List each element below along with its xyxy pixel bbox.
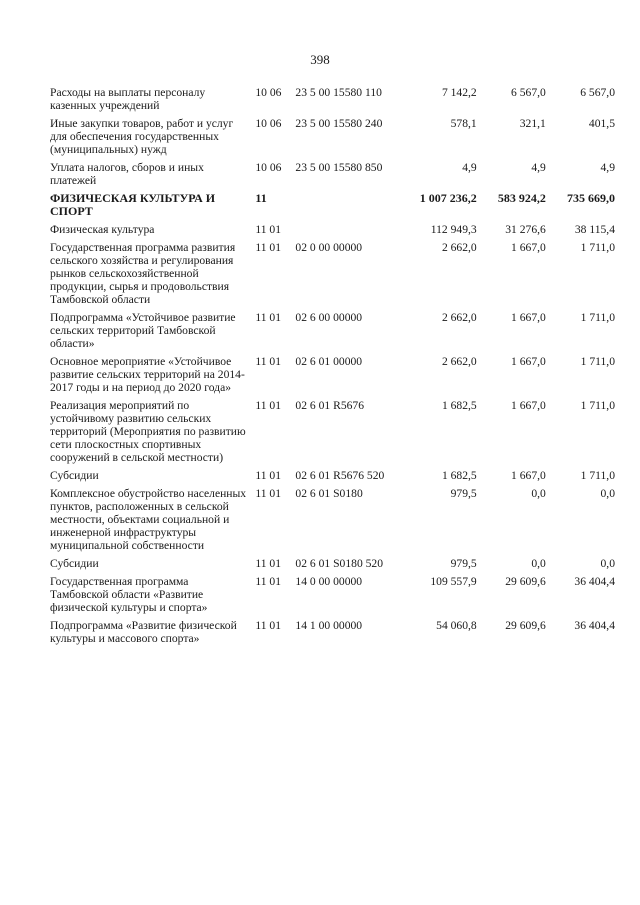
row-name: Подпрограмма «Устойчивое развитие сельских территорий Тамбовской области» — [50, 311, 236, 350]
row-value-1: 578,1 — [450, 117, 477, 130]
row-value-1: 1 007 236,2 — [419, 191, 477, 205]
row-value-2: 1 667,0 — [511, 469, 546, 482]
row-section: 11 01 — [255, 487, 282, 500]
table-row — [50, 223, 615, 241]
row-name: Субсидии — [50, 557, 99, 570]
row-section: 11 01 — [255, 469, 282, 482]
row-section: 11 01 — [255, 355, 282, 368]
row-section: 11 01 — [255, 311, 282, 324]
row-value-3: 1 711,0 — [580, 311, 615, 324]
row-value-1: 1 682,5 — [441, 469, 477, 482]
row-section: 11 01 — [255, 223, 282, 236]
row-value-1: 979,5 — [450, 487, 477, 500]
row-value-3: 36 404,4 — [574, 619, 615, 632]
row-value-2: 29 609,6 — [505, 575, 546, 588]
row-name: Государственная программа Тамбовской области «Развитие физической культуры и спорта» — [50, 575, 208, 614]
row-value-3: 0,0 — [600, 557, 615, 570]
row-value-2: 1 667,0 — [511, 241, 546, 254]
row-section: 10 06 — [255, 117, 282, 130]
row-value-3: 1 711,0 — [580, 355, 615, 368]
table-row — [50, 86, 615, 117]
table-row — [50, 619, 615, 650]
row-value-2: 583 924,2 — [497, 191, 546, 205]
row-name: Физическая культура — [50, 223, 155, 236]
row-name: Подпрограмма «Развитие физической культуры и массового спорта» — [50, 619, 237, 645]
table-row — [50, 487, 615, 557]
row-value-3: 0,0 — [600, 487, 615, 500]
row-value-1: 54 060,8 — [436, 619, 477, 632]
row-name: Комплексное обустройство населенных пунктов, расположенных в сельской местности, объектами социальной и инженерной инфраструктуры муниципальной собственности — [50, 487, 247, 552]
row-value-1: 979,5 — [450, 557, 477, 570]
row-value-3: 6 567,0 — [580, 86, 615, 99]
row-code: 02 6 01 S0180 520 — [295, 557, 384, 570]
row-code: 02 6 01 R5676 — [295, 399, 365, 412]
row-value-2: 0,0 — [531, 557, 546, 570]
table-row — [50, 557, 615, 575]
row-value-3: 38 115,4 — [574, 223, 615, 236]
row-value-3: 1 711,0 — [580, 399, 615, 412]
row-value-3: 735 669,0 — [567, 191, 615, 205]
row-section: 11 01 — [255, 557, 282, 570]
row-code: 02 0 00 00000 — [295, 241, 363, 254]
table-row — [50, 161, 615, 192]
row-section: 10 06 — [255, 161, 282, 174]
row-value-2: 1 667,0 — [511, 355, 546, 368]
row-value-1: 112 949,3 — [430, 223, 477, 236]
row-name: Уплата налогов, сборов и иных платежей — [50, 161, 204, 187]
table-row — [50, 241, 615, 311]
row-code: 02 6 01 00000 — [295, 355, 363, 368]
row-value-1: 4,9 — [462, 161, 477, 174]
row-value-2: 0,0 — [531, 487, 546, 500]
table-row-section-heading — [50, 192, 615, 223]
row-section: 11 01 — [255, 241, 282, 254]
row-code: 14 0 00 00000 — [295, 575, 363, 588]
row-value-3: 36 404,4 — [574, 575, 615, 588]
row-code: 02 6 01 S0180 — [295, 487, 363, 500]
row-value-1: 2 662,0 — [441, 311, 477, 324]
row-code: 02 6 01 R5676 520 — [295, 469, 385, 482]
row-code: 02 6 00 00000 — [295, 311, 363, 324]
table-row — [50, 355, 615, 399]
row-value-3: 401,5 — [588, 117, 615, 130]
row-code: 23 5 00 15580 850 — [295, 161, 383, 174]
row-value-3: 1 711,0 — [580, 241, 615, 254]
row-value-3: 1 711,0 — [580, 469, 615, 482]
row-code: 14 1 00 00000 — [295, 619, 363, 632]
row-value-1: 1 682,5 — [441, 399, 477, 412]
row-code — [295, 192, 407, 223]
row-name: Государственная программа развития сельского хозяйства и регулирования рынков сельскохозяйственной продукции, сырья и продовольствия Тамбовской области — [50, 241, 236, 306]
row-value-2: 6 567,0 — [511, 86, 546, 99]
row-name: Субсидии — [50, 469, 99, 482]
table-row — [50, 117, 615, 161]
row-code: 23 5 00 15580 240 — [295, 117, 383, 130]
row-name: Иные закупки товаров, работ и услуг для обеспечения государственных (муниципальных) нужд — [50, 117, 234, 156]
budget-table — [50, 86, 615, 650]
row-code: 23 5 00 15580 110 — [295, 86, 382, 99]
row-name: Расходы на выплаты персоналу казенных учреждений — [50, 86, 206, 112]
row-value-1: 109 557,9 — [430, 575, 477, 588]
row-value-2: 31 276,6 — [505, 223, 546, 236]
row-section: 11 — [255, 191, 267, 205]
table-row — [50, 311, 615, 355]
row-value-3: 4,9 — [600, 161, 615, 174]
row-value-2: 1 667,0 — [511, 399, 546, 412]
row-name: ФИЗИЧЕСКАЯ КУЛЬТУРА И СПОРТ — [50, 191, 216, 218]
row-value-2: 29 609,6 — [505, 619, 546, 632]
row-name: Реализация мероприятий по устойчивому развитию сельских территорий (Мероприятия по развитию сети плоскостных спортивных сооружений в сельской местности) — [50, 399, 246, 464]
row-value-1: 2 662,0 — [441, 241, 477, 254]
row-section: 11 01 — [255, 399, 282, 412]
row-name: Основное мероприятие «Устойчивое развитие сельских территорий на 2014-2017 годы и на период до 2020 года» — [50, 355, 245, 394]
row-value-2: 4,9 — [531, 161, 546, 174]
row-value-1: 7 142,2 — [441, 86, 477, 99]
table-row — [50, 469, 615, 487]
table-row — [50, 575, 615, 619]
row-code — [295, 223, 407, 241]
table-row — [50, 399, 615, 469]
row-value-1: 2 662,0 — [441, 355, 477, 368]
row-value-2: 321,1 — [519, 117, 546, 130]
row-section: 10 06 — [255, 86, 282, 99]
budget-table-body — [50, 86, 615, 650]
row-section: 11 01 — [255, 619, 282, 632]
row-value-2: 1 667,0 — [511, 311, 546, 324]
row-section: 11 01 — [255, 575, 282, 588]
page-number: 398 — [310, 52, 330, 67]
